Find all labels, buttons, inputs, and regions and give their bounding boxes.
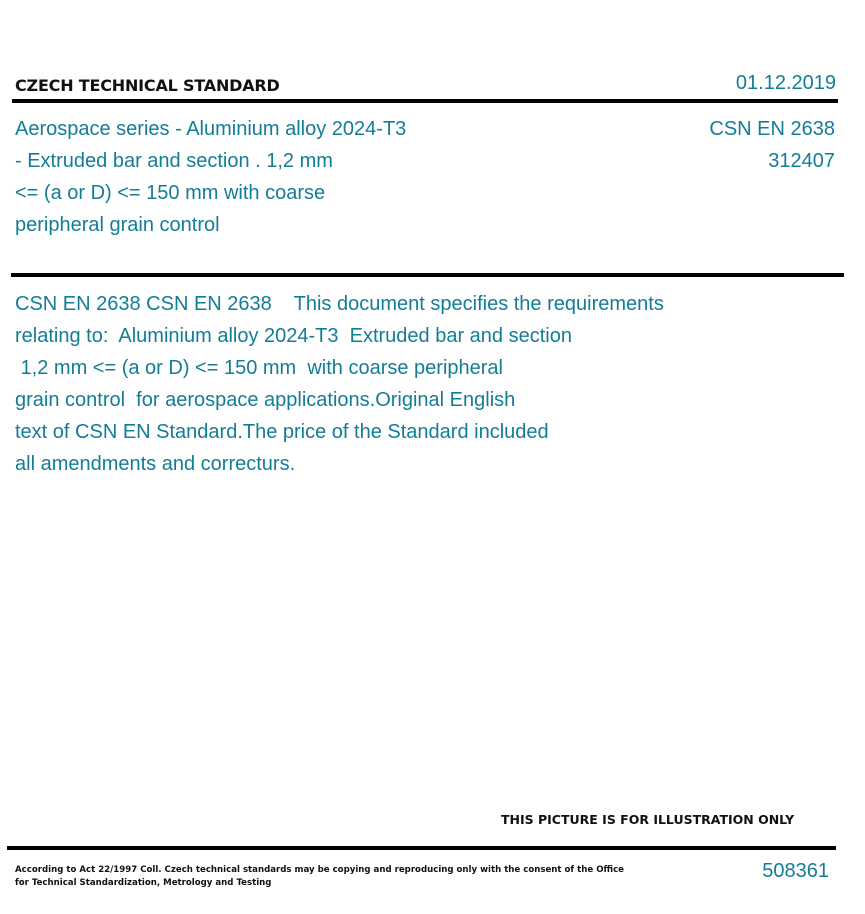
header-divider [12,99,838,103]
standard-code: CSN EN 2638 [709,118,835,140]
standard-description [15,288,775,480]
standard-identifiers [709,113,835,177]
standard-title-line: peripheral grain control [15,214,220,236]
publication-date: 01.12.2019 [735,72,836,94]
standard-title-line: Aerospace series - Aluminium alloy 2024-T3 [15,118,407,140]
standard-title-line: - Extruded bar and section . 1,2 mm [15,150,333,172]
description-line: 1,2 mm <= (a or D) <= 150 mm with coarse peripheral [15,357,503,379]
legal-notice [15,864,625,890]
description-line: all amendments and correcturs. [15,453,296,475]
standard-title-line: <= (a or D) <= 150 mm with coarse [15,182,326,204]
catalog-number: 312407 [768,150,835,172]
legal-notice-line: According to Act 22/1997 Coll. Czech technical standards may be copying and reproducing only with the consent of the Office [15,865,625,875]
illustration-disclaimer: THIS PICTURE IS FOR ILLUSTRATION ONLY [501,812,795,827]
document-id: 508361 [762,860,829,882]
description-line: CSN EN 2638 CSN EN 2638 This document specifies the requirements [15,293,664,315]
footer-divider [7,846,836,850]
description-line: text of CSN EN Standard.The price of the Standard included [15,421,549,443]
document-type-label: CZECH TECHNICAL STANDARD [15,76,280,95]
legal-notice-line: for Technical Standardization, Metrology and Testing [15,878,272,888]
section-divider [11,273,844,277]
standard-title [15,113,485,241]
description-line: relating to: Aluminium alloy 2024-T3 Extruded bar and section [15,325,572,347]
description-line: grain control for aerospace applications.Original English [15,389,516,411]
